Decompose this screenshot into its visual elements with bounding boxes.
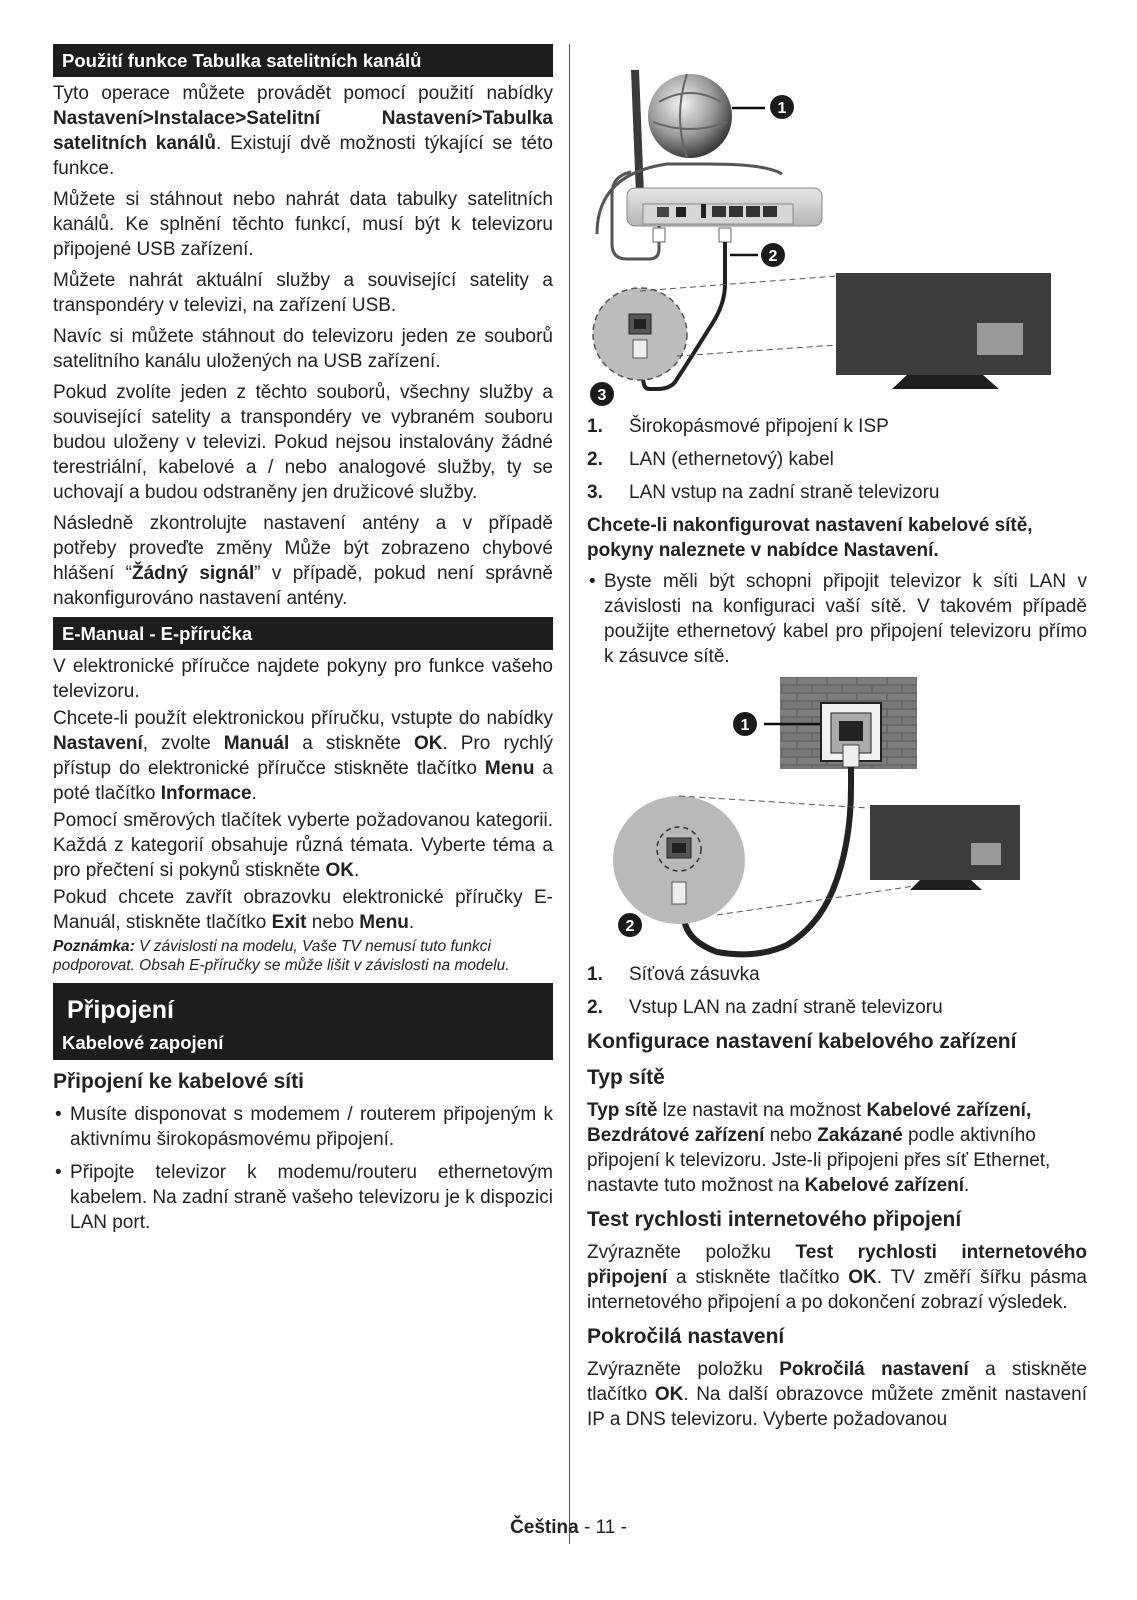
list-item: 2. LAN (ethernetový) kabel [587, 449, 834, 470]
heading-advanced: Pokročilá nastavení [587, 1325, 785, 1348]
paragraph: Typ sítě lze nastavit na možnost Kabelové zařízení, Bezdrátové zařízení nebo Zakázané podle aktivního připojení k televizoru. Jste-li připojeni přes síť Ethernet, nastavte tuto možnost na Kabelové zařízení. [587, 1100, 1051, 1196]
left-column [53, 44, 553, 1243]
list-item: • Byste měli být schopni připojit televizor k síti LAN v závislosti na konfiguraci vaší sítě. V takovém případě použijte ethernetový kabel pro připojení televizoru přímo k zásuvce sítě. [587, 569, 1087, 669]
callout-1 [733, 712, 757, 736]
callout-2 [761, 243, 785, 267]
svg-text:1: 1 [777, 100, 787, 117]
tv-icon [870, 805, 1020, 890]
callout-1 [770, 95, 794, 119]
paragraph: Pokud chcete zavřít obrazovku elektronické příručky E-Manuál, stiskněte tlačítko Exit nebo Menu. [53, 887, 553, 933]
bullet-list [53, 1102, 553, 1235]
heading-speed-test: Test rychlosti internetového připojení [587, 1208, 962, 1231]
paragraph: Pomocí směrových tlačítek vyberte požadovanou kategorii. Každá z kategorií obsahuje různá témata. Vyberte téma a pro přečtení si pokynů stiskněte OK. [53, 810, 553, 881]
section-bar-emanual: E-Manual - E-příručka [53, 617, 553, 650]
callout-3 [590, 382, 614, 406]
paragraph: Můžete nahrát aktuální služby a související satelity a transpondéry v televizi, na zařízení USB. [53, 270, 553, 316]
wall-socket-diagram [587, 677, 1087, 962]
list-item: 1. Širokopásmové připojení k ISP [587, 416, 889, 437]
section-bar-satellite-table: Použití funkce Tabulka satelitních kanálů [53, 44, 553, 77]
paragraph: Navíc si můžete stáhnout do televizoru jeden ze souborů satelitního kanálu uložených na USB zařízení. [53, 326, 553, 372]
column-divider [569, 44, 570, 1544]
list-item: • Musíte disponovat s modemem / routerem připojeným k aktivnímu širokopásmovému připojení. [53, 1102, 553, 1152]
numbered-list [587, 414, 1087, 505]
figure-wall-socket [587, 677, 1087, 962]
paragraph: V elektronické příručce najdete pokyny pro funkce vašeho televizoru. [53, 656, 553, 702]
page-footer: Čeština - 11 - [510, 1517, 627, 1538]
paragraph: Tyto operace můžete provádět pomocí použití nabídky Nastavení>Instalace>Satelitní Nastavení>Tabulka satelitních kanálů. Existují dvě možnosti týkající se této funkce. [53, 83, 553, 179]
paragraph: Zvýrazněte položku Test rychlosti internetového připojení a stiskněte tlačítko OK. TV změří šířku pásma internetového připojení a po dokončení zobrazí výsledek. [587, 1242, 1087, 1313]
right-column [587, 44, 1087, 1438]
paragraph: Chcete-li použít elektronickou příručku, vstupte do nabídky Nastavení, zvolte Manuál a stiskněte OK. Pro rychlý přístup do elektronické příručce stiskněte tlačítko Menu a poté tlačítko Informace. [53, 708, 553, 804]
paragraph: Pokud zvolíte jeden z těchto souborů, všechny služby a související satelity a transpondéry ve vybraném souboru budou uloženy v televizi. Pokud nejsou instalovány žádné terestriální, kabelové a / nebo analogové služby, ty se uchovají a budou odstraněny jen družicové služby. [53, 382, 553, 503]
svg-text:3: 3 [597, 387, 607, 404]
svg-text:2: 2 [768, 248, 778, 265]
list-item: 2. Vstup LAN na zadní straně televizoru [587, 997, 943, 1018]
list-item: 3. LAN vstup na zadní straně televizoru [587, 482, 940, 503]
numbered-list [587, 962, 1087, 1020]
paragraph: Zvýrazněte položku Pokročilá nastavení a stiskněte tlačítko OK. Na další obrazovce můžete změnit nastavení IP a DNS televizoru. Vyberte požadovanou [587, 1359, 1087, 1430]
list-item: 1. Síťová zásuvka [587, 964, 760, 985]
brick-wall [764, 677, 917, 769]
heading-wired-network: Připojení ke kabelové síti [53, 1070, 304, 1093]
list-item: • Připojte televizor k modemu/routeru ethernetovým kabelem. Na zadní straně vašeho televizoru je k dispozici LAN port. [53, 1160, 553, 1235]
bullet-list [587, 569, 1087, 669]
paragraph: Můžete si stáhnout nebo nahrát data tabulky satelitních kanálů. Ke splnění těchto funkcí, musí být k televizoru připojené USB zařízení. [53, 189, 553, 260]
section-bar-wired: Kabelové zapojení [53, 1029, 553, 1060]
paragraph: Následně zkontrolujte nastavení antény a v případě potřeby proveďte změny Může být zobrazeno chybové hlášení “Žádný signál” v případě, pokud není správně nakonfigurováno nastavení antény. [53, 513, 553, 609]
heading-network-type: Typ sítě [587, 1066, 665, 1089]
router-diagram [587, 44, 1087, 414]
svg-text:1: 1 [740, 717, 750, 734]
globe-icon [648, 74, 765, 158]
tv-icon [836, 273, 1051, 389]
callout-2 [618, 913, 642, 937]
note: Poznámka: V závislosti na modelu, Vaše TV nemusí tuto funkci podporovat. Obsah E-příručky se může lišit v závislosti na modelu. [53, 938, 510, 974]
chapter-title: Připojení [53, 983, 553, 1029]
heading-config: Konfigurace nastavení kabelového zařízení [587, 1030, 1017, 1053]
paragraph-bold: Chcete-li nakonfigurovat nastavení kabelové sítě, pokyny naleznete v nabídce Nastavení. [587, 515, 1033, 561]
svg-text:2: 2 [625, 918, 635, 935]
figure-router-connection [587, 44, 1087, 414]
